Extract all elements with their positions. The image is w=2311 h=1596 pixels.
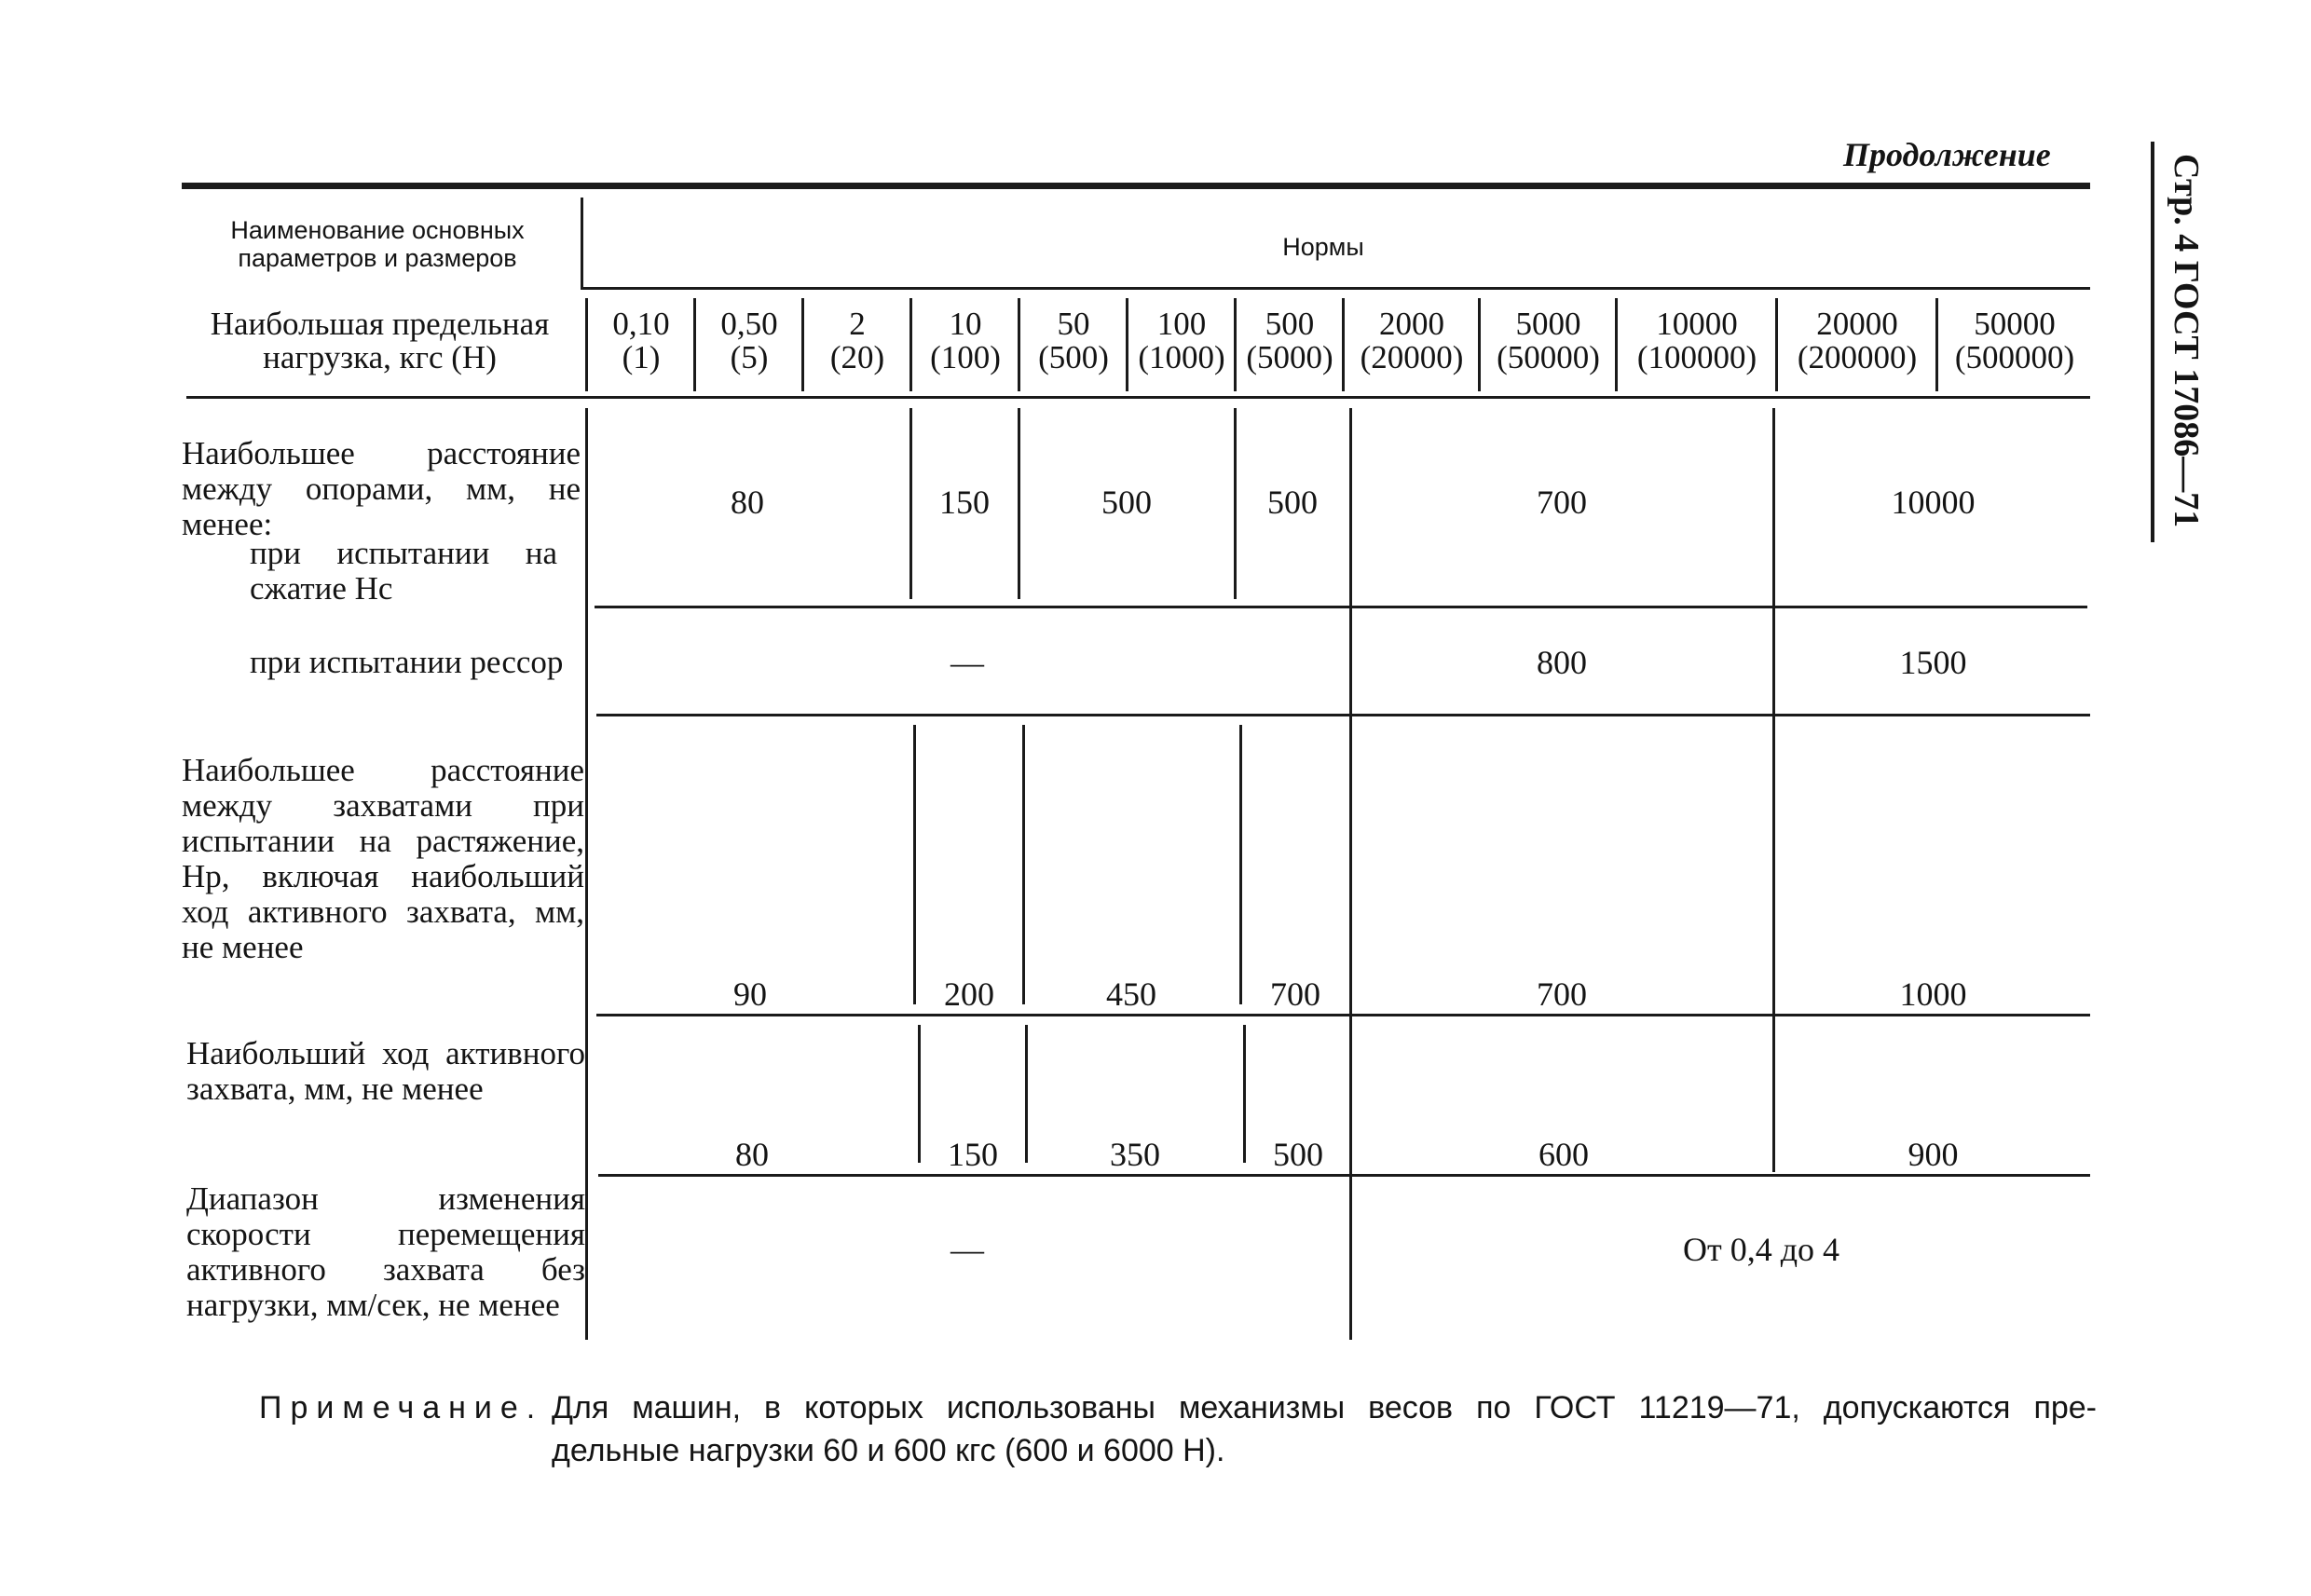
value-cell: 90 bbox=[733, 975, 767, 1013]
col-divider bbox=[1018, 408, 1020, 599]
value-cell: От 0,4 до 4 bbox=[1682, 1231, 1840, 1268]
load-col-divider bbox=[1342, 298, 1345, 391]
load-value-cell bbox=[1779, 307, 1935, 375]
value-cell: 150 bbox=[939, 484, 990, 521]
load-kgs: 50000 bbox=[1974, 306, 2056, 342]
value-cell: 700 bbox=[1270, 975, 1320, 1013]
load-kgs: 50 bbox=[1057, 306, 1090, 342]
load-kgs: 5000 bbox=[1515, 306, 1581, 342]
value-cell: 500 bbox=[1273, 1136, 1323, 1173]
value-cell: — bbox=[950, 644, 984, 681]
col-divider bbox=[913, 725, 916, 1004]
load-kgs: 10 bbox=[949, 306, 982, 342]
load-col-divider bbox=[1478, 298, 1481, 391]
speed-range-label: Диапазон изменения скорости перемещения активного захвата без нагрузки, мм/сек, не менее bbox=[186, 1180, 585, 1323]
body-col-divider bbox=[1772, 408, 1775, 1172]
row-rule bbox=[598, 1174, 2090, 1177]
value-cell: — bbox=[950, 1231, 984, 1268]
value-cell: 700 bbox=[1537, 484, 1587, 521]
value-cell: 500 bbox=[1267, 484, 1318, 521]
load-n: (1000) bbox=[1138, 339, 1225, 375]
load-n: (20000) bbox=[1360, 339, 1464, 375]
load-col-divider bbox=[1234, 298, 1237, 391]
load-kgs: 2000 bbox=[1379, 306, 1444, 342]
load-kgs: 100 bbox=[1156, 306, 1207, 342]
load-kgs: 500 bbox=[1265, 306, 1315, 342]
load-value-cell bbox=[913, 307, 1018, 375]
col-divider bbox=[1022, 725, 1025, 1004]
grip-stroke-label: Наибольший ход активного захвата, мм, не менее bbox=[186, 1035, 585, 1107]
load-col-divider bbox=[909, 298, 912, 391]
value-cell: 1500 bbox=[1899, 644, 1967, 681]
load-kgs: 2 bbox=[849, 306, 866, 342]
page-side-label: Стр. 4 ГОСТ 17086—71 bbox=[2167, 154, 2206, 528]
body-col-divider bbox=[585, 408, 588, 1340]
load-value-cell bbox=[1482, 307, 1615, 375]
note-prefix bbox=[259, 1386, 543, 1429]
note-line-2: дельные нагрузки 60 и 600 кгс (600 и 6000 Н). bbox=[552, 1433, 1225, 1468]
load-n: (1) bbox=[622, 339, 661, 375]
value-cell: 80 bbox=[731, 484, 764, 521]
support-distance-label: Наибольшее расстояние между опорами, мм, не менее: bbox=[182, 435, 581, 542]
load-col-divider bbox=[1615, 298, 1618, 391]
value-cell: 700 bbox=[1537, 975, 1587, 1013]
load-n: (20) bbox=[829, 339, 885, 375]
load-kgs: 20000 bbox=[1816, 306, 1898, 342]
load-kgs: 0,50 bbox=[720, 306, 778, 342]
col-divider bbox=[1234, 408, 1237, 599]
value-cell: 500 bbox=[1101, 484, 1152, 521]
load-kgs: 10000 bbox=[1656, 306, 1738, 342]
load-col-divider bbox=[1018, 298, 1020, 391]
value-cell: 200 bbox=[944, 975, 994, 1013]
load-value-cell bbox=[1021, 307, 1126, 375]
note-line-1: Для машин, в которых использованы механизмы весов по ГОСТ 11219—71, допускаются пре- bbox=[552, 1390, 2097, 1425]
load-col-divider bbox=[1775, 298, 1778, 391]
load-n: (5000) bbox=[1246, 339, 1333, 375]
load-value-cell bbox=[589, 307, 693, 375]
value-cell: 450 bbox=[1106, 975, 1156, 1013]
row-rule bbox=[596, 714, 2090, 716]
table-top-rule bbox=[182, 183, 2090, 189]
param-header-text: Наименование основных параметров и размеров bbox=[230, 216, 525, 272]
load-n: (50000) bbox=[1497, 339, 1600, 375]
load-col-divider bbox=[1126, 298, 1128, 391]
load-value-cell bbox=[1238, 307, 1342, 375]
value-cell: 350 bbox=[1110, 1136, 1160, 1173]
load-label-divider bbox=[585, 298, 588, 391]
col-divider bbox=[1243, 1025, 1246, 1163]
load-n: (500) bbox=[1038, 339, 1109, 375]
load-label: Наибольшая предельная нагрузка, кгс (Н) bbox=[210, 306, 550, 375]
load-value-cell bbox=[1129, 307, 1234, 375]
load-n: (5) bbox=[730, 339, 769, 375]
load-n: (100) bbox=[930, 339, 1001, 375]
value-cell: 900 bbox=[1908, 1136, 1959, 1173]
row-rule bbox=[595, 606, 2087, 608]
value-cell: 800 bbox=[1537, 644, 1587, 681]
col-divider bbox=[1239, 725, 1242, 1004]
load-value-cell bbox=[805, 307, 909, 375]
load-n: (100000) bbox=[1636, 339, 1757, 375]
note-prefix-text: Примечание. bbox=[259, 1390, 544, 1425]
load-col-divider bbox=[693, 298, 696, 391]
param-header bbox=[186, 216, 568, 272]
col-divider bbox=[1025, 1025, 1028, 1163]
load-value-cell bbox=[697, 307, 801, 375]
continuation-label: Продолжение bbox=[1843, 136, 2051, 173]
load-value-cell bbox=[1939, 307, 2090, 375]
header-col-divider bbox=[581, 198, 583, 287]
value-cell: 1000 bbox=[1899, 975, 1967, 1013]
support-springs-sublabel: при испытании рессор bbox=[250, 644, 564, 680]
header-bottom-rule bbox=[581, 287, 2090, 290]
body-col-divider bbox=[1349, 408, 1352, 1340]
load-col-divider bbox=[1935, 298, 1938, 391]
load-kgs: 0,10 bbox=[612, 306, 670, 342]
side-rule bbox=[2151, 142, 2154, 542]
row-rule bbox=[596, 1014, 2090, 1016]
value-cell: 600 bbox=[1538, 1136, 1589, 1173]
load-row-bottom-rule bbox=[186, 396, 2090, 399]
support-compression-sublabel: при испытании на сжатие Hс bbox=[250, 535, 557, 607]
load-col-divider bbox=[801, 298, 804, 391]
load-n: (200000) bbox=[1797, 339, 1918, 375]
value-cell: 10000 bbox=[1891, 484, 1976, 521]
norms-header: Нормы bbox=[1282, 233, 1364, 261]
value-cell: 150 bbox=[948, 1136, 998, 1173]
load-n: (500000) bbox=[1954, 339, 2075, 375]
value-cell: 80 bbox=[735, 1136, 769, 1173]
grip-distance-label: Наибольшее расстояние между захватами при испытании на растяжение, Hр, включая наибольший ход активного захвата, мм, не менее bbox=[182, 752, 584, 965]
col-divider bbox=[909, 408, 912, 599]
load-value-cell bbox=[1619, 307, 1775, 375]
load-value-cell bbox=[1346, 307, 1478, 375]
